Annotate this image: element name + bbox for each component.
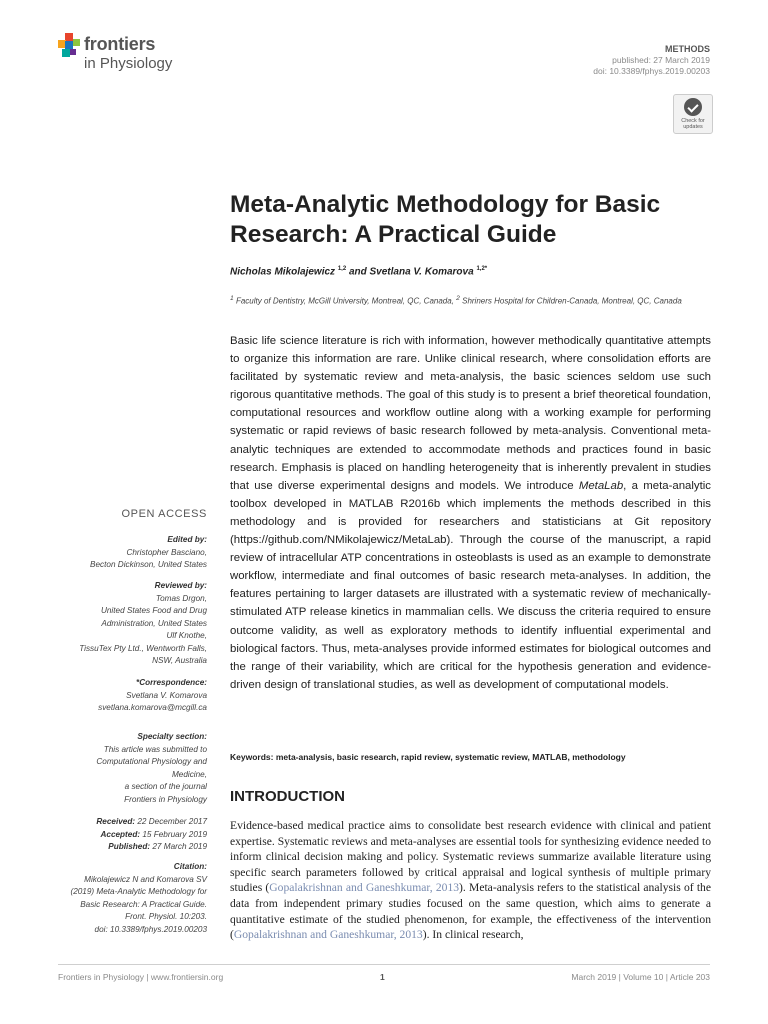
badge-label: Check for updates (681, 118, 705, 130)
footer-journal-link[interactable]: Frontiers in Physiology | www.frontiersin.org (58, 972, 224, 982)
correspondence-block: *Correspondence: Svetlana V. Komarova svetlana.komarova@mcgill.ca (98, 677, 207, 715)
keywords-list: meta-analysis, basic research, rapid review, systematic review, MATLAB, methodology (275, 752, 626, 762)
article-meta-header (593, 44, 710, 77)
author-name[interactable]: Nicholas Mikolajewicz (230, 266, 336, 278)
page-number: 1 (380, 972, 385, 982)
keywords-label: Keywords: (230, 752, 274, 762)
doi[interactable]: doi: 10.3389/fphys.2019.00203 (593, 66, 710, 76)
reviewed-by-block: Reviewed by: Tomas Drgon, United States Food and Drug Administration, United States Ulf Knothe, TissuTex Pty Ltd., Wentworth Falls, NSW, Australia (79, 581, 207, 665)
check-icon (684, 98, 702, 116)
citation-block: Citation: Mikolajewicz N and Komarova SV (2019) Meta-Analytic Methodology for Basic Research: A Practical Guide. Front. Physiol. 10:203. doi: 10.3389/fphys.2019.00203 (70, 862, 207, 934)
correspondence-email[interactable]: svetlana.komarova@mcgill.ca (98, 703, 207, 712)
author-list (230, 266, 710, 277)
keywords (230, 752, 711, 762)
footer-divider (58, 964, 710, 965)
section-heading-introduction: INTRODUCTION (230, 788, 345, 805)
abstract: Basic life science literature is rich with information, however methodically quantitative attempts to organize this information are rare. Unlike clinical research, where consolidation efforts are facilitated by systematic review and meta-analysis, the basic sciences seldom use such rigorous quantitative methods. The goal of this study is to present a brief theoretical foundation, computational resources and workflow outline along with a working example for performing systematic or rapid reviews of basic research followed by meta-analysis. Conventional meta-analytic techniques are extended to accommodate methods and practices found in basic research. Emphasis is placed on handling heterogeneity that is inherently prevalent in studies that use diverse experimental designs and models. We introduce MetaLab, a meta-analytic toolbox developed in MATLAB R2016b which implements the methods described in this methodology and is provided for researchers and statisticians at Git repository (https://github.com/NMikolajewicz/MetaLab). Through the course of the manuscript, a rapid review of intracellular ATP concentrations in osteoblasts is used as an example to demonstrate workflow, intermediate and final outcomes of basic research meta-analyses. In addition, the features pertaining to larger datasets are illustrated with a systematic review of mechanically-stimulated ATP release kinetics in mammalian cells. We discuss the criteria required to ensure outcome validity, as well as exploratory methods to identify influential experimental and biological factors. Thus, meta-analyses provide informed estimates for biological outcomes and the range of their variability, which are critical for the hypothesis generation and evidence-driven design of translational studies, as well as development of computational models. (230, 335, 711, 691)
open-access-label: OPEN ACCESS (121, 508, 207, 520)
affiliations: $^1$ Faculty of Dentistry, McGill University, Montreal, QC, Canada, $^2$ Shriners Hospital for Children-Canada, Montreal, QC, Canada (230, 295, 682, 306)
author-name[interactable]: Svetlana V. Komarova (369, 266, 474, 278)
journal-brand: frontiers (84, 34, 156, 54)
specialty-section-block: Specialty section: This article was submitted to Computational Physiology and Medicine, a section of the journal Frontiers in Physiology (96, 732, 207, 804)
toolbox-name: MetaLab (578, 479, 624, 492)
footer-issue-info: March 2019 | Volume 10 | Article 203 (571, 972, 710, 982)
author-conjunction: and (348, 266, 367, 278)
article-type: METHODS (665, 44, 710, 54)
author-affiliation-sup: 1,2 (337, 266, 347, 272)
frontiers-logo-icon (58, 33, 82, 61)
journal-name: in Physiology (84, 55, 173, 72)
citation-link[interactable]: Gopalakrishnan and Ganeshkumar, 2013 (233, 928, 423, 942)
citation-link[interactable]: Gopalakrishnan and Ganeshkumar, 2013 (269, 881, 460, 895)
edited-by-block: Edited by: Christopher Basciano, Becton Dickinson, United States (90, 535, 207, 569)
introduction-text: Evidence-based medical practice aims to consolidate best research evidence with clinical and patient expertise. Systematic reviews and meta-analyses are essential tools for synthesizing evidence needed to inform clinical decision making and policy. Systematic reviews summarize available literature using specific search parameters followed by critical appraisal and logical synthesis of multiple primary studies (Gopalakrishnan and Ganeshkumar, 2013). Meta-analysis refers to the statistical analysis of the data from independent primary studies focused on the same question, which aims to generate a quantitative estimate of the studied phenomenon, for example, the effectiveness of the intervention (Gopalakrishnan and Ganeshkumar, 2013). In clinical research, (230, 819, 711, 942)
check-for-updates-badge[interactable] (673, 94, 713, 134)
article-title: Meta-Analytic Methodology for Basic Research: A Practical Guide (230, 191, 661, 248)
published-date: published: 27 March 2019 (612, 55, 710, 65)
author-affiliation-sup: 1,2* (476, 266, 488, 272)
journal-logo (58, 33, 208, 81)
dates-block: Received: 22 December 2017 Accepted: 15 February 2019 Published: 27 March 2019 (96, 817, 207, 851)
